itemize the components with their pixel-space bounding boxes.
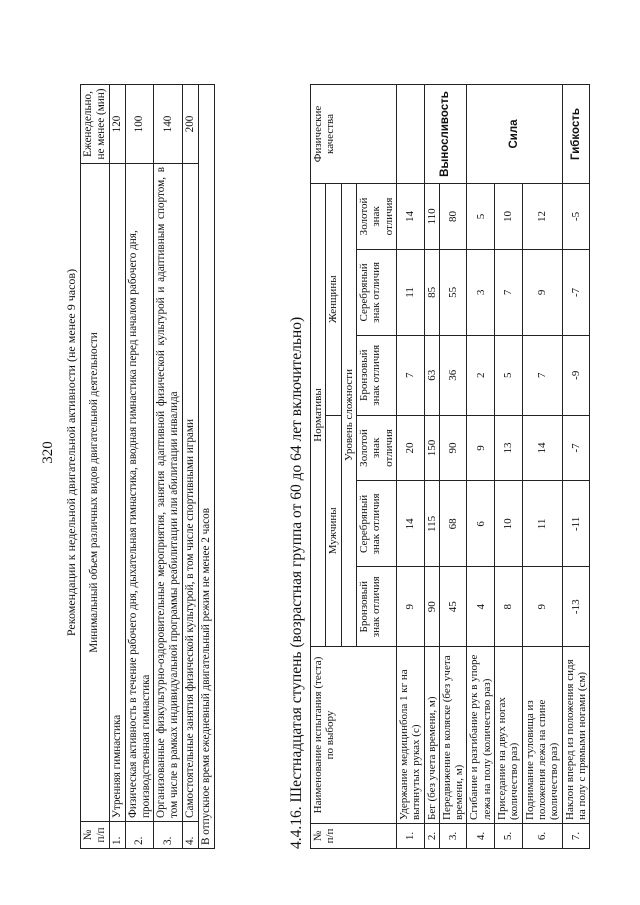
row-value: 140	[154, 85, 183, 164]
header-silver-men: Серебряный знак отличия	[356, 481, 396, 567]
row-num: 1.	[396, 824, 424, 849]
header-gold-men: Золотой знак отличия	[356, 415, 396, 481]
women-gold: -5	[562, 184, 590, 250]
men-gold: 150	[424, 415, 439, 481]
row-test-name: Удержание медицинбола 1 кг на вытянутых руках (с)	[396, 647, 424, 824]
table1-caption: Рекомендации к недельной двигательной активности (не менее 9 часов)	[64, 268, 78, 637]
men-gold: 20	[396, 415, 424, 481]
table-row	[424, 85, 439, 849]
norms-table	[310, 84, 590, 849]
men-silver: 14	[396, 481, 424, 567]
row-value: 200	[183, 85, 199, 164]
header-silver-women: Серебряный знак отличия	[356, 249, 396, 335]
women-gold: 14	[396, 184, 424, 250]
row-test-name: Сгибание и разгибание рук в упоре лежа на полу (количество раз)	[467, 647, 495, 824]
men-bronze: 90	[424, 567, 439, 647]
row-activity: Физическая активность в течение рабочего дня, дыхательная гимнастика, вводная гимнастика перед началом рабочего дня, производственная гимнастика	[125, 164, 154, 822]
header-gold-women: Золотой знак отличия	[356, 184, 396, 250]
women-gold: 10	[495, 184, 523, 250]
row-test-name: Передвижение в коляске (без учета времени, м)	[439, 647, 467, 824]
women-gold: 80	[439, 184, 467, 250]
table-row	[109, 85, 125, 849]
row-value: 100	[125, 85, 154, 164]
men-silver: 6	[467, 481, 495, 567]
page-number: 320	[40, 441, 56, 464]
row-activity: Утренняя гимнастика	[109, 164, 125, 822]
men-gold: 14	[522, 415, 562, 481]
women-silver: 11	[396, 249, 424, 335]
header-weekly: Еженедельно, не менее (мин)	[81, 85, 110, 164]
table-footer-row	[199, 85, 215, 849]
women-silver: -7	[562, 249, 590, 335]
row-value: 120	[109, 85, 125, 164]
women-bronze: 7	[522, 335, 562, 415]
men-silver: -11	[562, 481, 590, 567]
table-row	[183, 85, 199, 849]
men-gold: 90	[439, 415, 467, 481]
men-bronze: 9	[396, 567, 424, 647]
table-row	[467, 85, 495, 849]
row-activity: Самостоятельные занятия физической культурой, в том числе спортивными играми	[183, 164, 199, 822]
row-num: 5.	[495, 824, 523, 849]
row-test-name: Приседание на двух ногах (количество раз)	[495, 647, 523, 824]
men-bronze: 4	[467, 567, 495, 647]
women-silver: 55	[439, 249, 467, 335]
table1-footer: В отпускное время ежедневный двигательный режим не менее 2 часов	[199, 85, 215, 849]
men-bronze: 8	[495, 567, 523, 647]
header-test: Наименование испытания (теста) по выбору	[311, 647, 397, 824]
row-num: 4.	[183, 822, 199, 849]
quality-strength: Сила	[467, 85, 562, 184]
quality-flexibility: Гибкость	[562, 85, 590, 184]
men-bronze: 45	[439, 567, 467, 647]
weekly-activity-table	[80, 84, 215, 849]
header-norms: Нормативы	[311, 184, 326, 647]
women-bronze: 5	[495, 335, 523, 415]
header-bronze-women: Бронзовый знак отличия	[356, 335, 396, 415]
header-row-1	[311, 85, 326, 849]
header-activity: Минимальный объем различных видов двигательной деятельности	[81, 164, 110, 822]
header-men: Мужчины	[326, 415, 341, 646]
row-num: 4.	[467, 824, 495, 849]
women-bronze: 63	[424, 335, 439, 415]
women-bronze: 7	[396, 335, 424, 415]
men-silver: 115	[424, 481, 439, 567]
quality-empty	[396, 85, 424, 184]
row-num: 3.	[439, 824, 467, 849]
row-activity: Организованные физкультурно-оздоровительные мероприятия, занятия адаптивной физической культурой и адаптивным спортом, в том числе в рамках индивидуальной программы реабилитации или абилитации инвалида	[154, 164, 183, 822]
women-gold: 5	[467, 184, 495, 250]
women-bronze: -9	[562, 335, 590, 415]
men-gold: -7	[562, 415, 590, 481]
row-num: 3.	[154, 822, 183, 849]
men-gold: 13	[495, 415, 523, 481]
header-complexity: Уровень сложности	[341, 184, 356, 647]
row-num: 1.	[109, 822, 125, 849]
table-row	[495, 85, 523, 849]
women-gold: 12	[522, 184, 562, 250]
men-gold: 9	[467, 415, 495, 481]
header-num: № п/п	[311, 824, 397, 849]
table-row	[562, 85, 590, 849]
header-women: Женщины	[326, 184, 341, 416]
men-bronze: 9	[522, 567, 562, 647]
women-silver: 7	[495, 249, 523, 335]
header-bronze-men: Бронзовый знак отличия	[356, 567, 396, 647]
table-row	[396, 85, 424, 849]
table-row	[522, 85, 562, 849]
row-test-name: Поднимание туловища из положения лежа на спине (количество раз)	[522, 647, 562, 824]
men-silver: 11	[522, 481, 562, 567]
quality-endurance: Выносливость	[424, 85, 467, 184]
row-test-name: Бег (без учета времени, м)	[424, 647, 439, 824]
header-num: № п/п	[81, 822, 110, 849]
row-num: 6.	[522, 824, 562, 849]
section-title: 4.4.16. Шестнадцатая ступень (возрастная группа от 60 до 64 лет включительно)	[288, 316, 305, 849]
table-row	[154, 85, 183, 849]
header-quality: Физические качества	[311, 85, 397, 184]
men-silver: 68	[439, 481, 467, 567]
women-silver: 9	[522, 249, 562, 335]
women-gold: 110	[424, 184, 439, 250]
men-bronze: -13	[562, 567, 590, 647]
row-test-name: Наклон вперед из положения сидя на полу с прямыми ногами (см)	[562, 647, 590, 824]
row-num: 2.	[125, 822, 154, 849]
men-silver: 10	[495, 481, 523, 567]
row-num: 7.	[562, 824, 590, 849]
women-silver: 3	[467, 249, 495, 335]
table-row	[439, 85, 467, 849]
women-bronze: 2	[467, 335, 495, 415]
women-bronze: 36	[439, 335, 467, 415]
table-row	[125, 85, 154, 849]
table-header-row	[81, 85, 110, 849]
row-num: 2.	[424, 824, 439, 849]
women-silver: 85	[424, 249, 439, 335]
